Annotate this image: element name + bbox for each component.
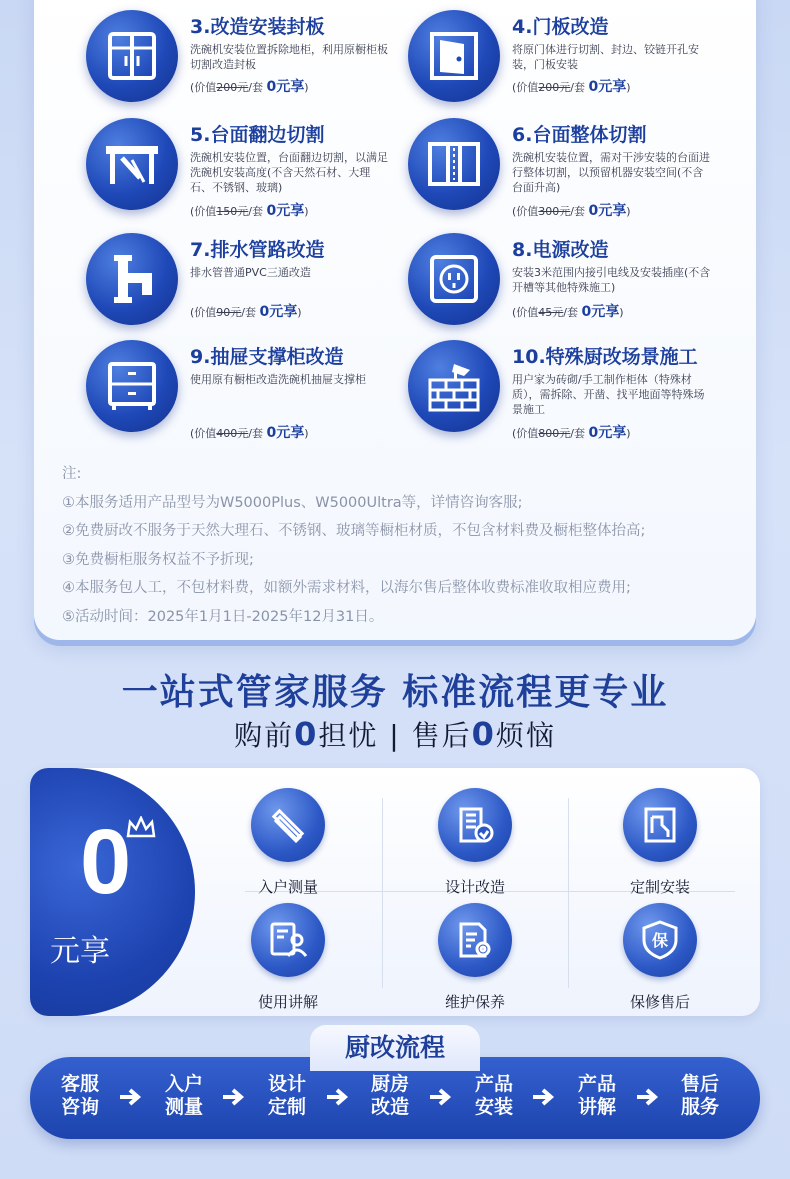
service-price: (价值150元/套 0元享) [190, 203, 309, 219]
note-item: ②免费厨改不服务于天然大理石、不锈钢、玻璃等橱柜材质，不包含材料费及橱柜整体抬高; [62, 523, 646, 539]
cabinet-install-icon [623, 788, 697, 862]
feature-item [585, 788, 735, 897]
subheadline: 购前0担忧 | 售后0烦恼 [234, 715, 556, 753]
divider [382, 798, 383, 988]
arrow-right-icon [325, 1087, 351, 1107]
service-desc: 洗碗机安装位置，台面翻边切割，以满足洗碗机安装高度(不含天然石材、大理石、不锈钢、玻璃) [190, 151, 388, 194]
notes-label: 注: [62, 466, 82, 482]
shield-warranty-icon [623, 903, 697, 977]
service-title: 8.电源改造 [512, 239, 609, 261]
service-price: (价值400元/套 0元享) [190, 425, 309, 441]
service-desc: 将原门体进行切割、封边、铰链开孔安装，门板安装 [512, 43, 699, 71]
panel-split-icon [408, 118, 500, 210]
note-item: ③免费橱柜服务权益不予折现; [62, 551, 254, 568]
arrow-right-icon [428, 1087, 454, 1107]
svg-text:保: 保 [651, 931, 669, 950]
feature-item [585, 903, 735, 1012]
service-price: (价值200元/套 0元享) [190, 79, 309, 95]
service-price: (价值45元/套 0元享) [512, 304, 624, 320]
service-desc: 洗碗机安装位置拆除地柜，利用原橱柜板切割改造封板 [190, 43, 388, 71]
service-title: 10.特殊厨改场景施工 [512, 346, 698, 368]
divider [568, 798, 569, 988]
feature-item [213, 788, 363, 897]
flow-step: 设计 定制 [267, 1073, 306, 1118]
service-desc: 洗碗机安装位置，需对干涉安装的台面进行整体切割，以预留机器安装空间(不含台面升高) [512, 151, 710, 194]
service-title: 6.台面整体切割 [512, 124, 647, 146]
flow-step: 产品 讲解 [577, 1073, 616, 1118]
service-title: 7.排水管路改造 [190, 239, 325, 261]
service-price: (价值800元/套 0元享) [512, 425, 631, 441]
feature-label: 设计改造 [444, 878, 505, 896]
flow-step: 厨房 改造 [370, 1073, 409, 1118]
feature-label: 入户测量 [257, 878, 318, 896]
drain-pipe-icon [86, 233, 178, 325]
flow-step: 产品 安装 [474, 1073, 513, 1118]
service-title: 9.抽屉支撑柜改造 [190, 346, 344, 368]
power-socket-icon [408, 233, 500, 325]
arrow-right-icon [531, 1087, 557, 1107]
feature-label: 维护保养 [444, 993, 505, 1011]
badge-number: 0 [80, 811, 132, 913]
arrow-right-icon [118, 1087, 144, 1107]
service-price: (价值90元/套 0元享) [190, 304, 302, 320]
service-desc: 使用原有橱柜改造洗碗机抽屉支撑柜 [190, 373, 366, 386]
service-desc: 排水管普通PVC三通改造 [190, 266, 311, 279]
headline: 一站式管家服务 标准流程更专业 [121, 672, 669, 713]
service-title: 3.改造安装封板 [190, 16, 325, 38]
service-title: 5.台面翻边切割 [190, 124, 325, 146]
service-title: 4.门板改造 [512, 16, 609, 38]
document-gear-icon [438, 903, 512, 977]
flow-step: 售后 服务 [680, 1073, 719, 1118]
arrow-right-icon [221, 1087, 247, 1107]
arrow-right-icon [635, 1087, 661, 1107]
feature-item [213, 903, 363, 1012]
service-price: (价值200元/套 0元享) [512, 79, 631, 95]
feature-label: 使用讲解 [257, 993, 318, 1011]
features-card [30, 768, 760, 1016]
ruler-pencil-icon [251, 788, 325, 862]
flow-step: 入户 测量 [164, 1073, 203, 1118]
feature-item [400, 788, 550, 897]
feature-item [400, 903, 550, 1012]
zero-price-badge [30, 768, 195, 1016]
cabinet-doors-icon [86, 10, 178, 102]
service-desc: 用户家为砖砌/手工制作柜体（特殊材质），需拆除、开凿、找平地面等特殊场景施工 [512, 373, 705, 416]
service-price: (价值300元/套 0元享) [512, 203, 631, 219]
note-item: ⑤活动时间：2025年1月1日-2025年12月31日。 [62, 608, 384, 625]
badge-text: 元享 [50, 934, 110, 969]
brick-wall-icon [408, 340, 500, 432]
note-item: ④本服务包人工，不包材料费，如额外需求材料，以海尔售后整体收费标准收取相应费用; [62, 580, 631, 596]
door-panel-icon [408, 10, 500, 102]
service-desc: 安装3米范围内接引电线及安装插座(不含开槽等其他特殊施工) [512, 266, 711, 294]
note-item: ①本服务适用产品型号为W5000Plus、W5000Ultra等，详情咨询客服; [62, 494, 523, 511]
building-tool-icon [438, 788, 512, 862]
notes-section [62, 460, 742, 631]
flow-step: 客服 咨询 [60, 1073, 99, 1118]
countertop-cut-icon [86, 118, 178, 210]
drawer-cabinet-icon [86, 340, 178, 432]
feature-label: 保修售后 [629, 993, 690, 1011]
flow-title: 厨改流程 [310, 1025, 480, 1071]
feature-label: 定制安装 [629, 878, 690, 896]
user-manual-icon [251, 903, 325, 977]
